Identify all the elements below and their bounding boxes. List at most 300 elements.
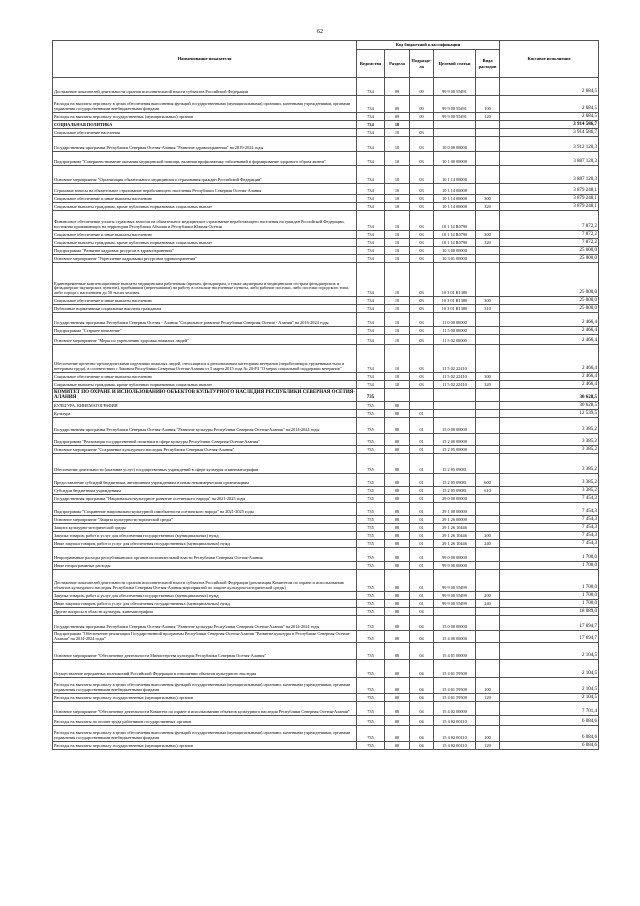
row-name: Подпрограмма "Сохранение национально-культурной самобытности осетинского народа" на 2021-2025 годы	[53, 503, 357, 516]
row-pr: 01	[410, 570, 434, 592]
row-name: Социальное обеспечение и иные выплаты населению	[53, 195, 357, 203]
row-cs: 29 1 26 10446	[434, 540, 476, 548]
row-name: Субсидии бюджетным учреждениям	[53, 487, 357, 495]
row-razd: 10	[385, 211, 410, 231]
row-cs: 10 1 14 R0790	[434, 211, 476, 231]
row-sum: 6 084,6	[500, 742, 599, 750]
row-vr: 240	[476, 600, 500, 608]
row-sum: 2 104,5	[500, 678, 599, 694]
table-row	[53, 305, 599, 313]
row-vr	[476, 255, 500, 263]
row-vr	[476, 402, 500, 410]
row-name: Достижение показателей деятельности органов исполнительной власти субъектов Российской Федерации	[53, 78, 357, 96]
row-cs: 11 5 02 00000	[434, 335, 476, 345]
row-cs: 99 9 00 00000	[434, 562, 476, 570]
row-sum: 3 887 120,3	[500, 152, 599, 166]
row-cs	[434, 129, 476, 137]
row-vr	[476, 327, 500, 335]
row-vr	[476, 446, 500, 454]
row-sum: 12 539,5	[500, 410, 599, 418]
table-row	[53, 345, 599, 373]
row-razd: 10	[385, 247, 410, 255]
row-vr	[476, 166, 500, 184]
row-ved: 735	[357, 410, 385, 418]
row-ved: 734	[357, 313, 385, 327]
row-pr: 01	[410, 548, 434, 562]
row-name: Финансовое обеспечение уплаты страховых взносов на обязательное медицинское страхование неработающего населения на граждан Российской Федерации, постоянно проживающих на территории Республики Абхазия и Республики Южная Осетия	[53, 211, 357, 231]
table-row	[53, 203, 599, 211]
row-pr: 03	[410, 247, 434, 255]
row-sum: 3 385,2	[500, 434, 599, 446]
row-razd: 08	[385, 660, 410, 678]
row-vr	[476, 345, 500, 373]
row-vr	[476, 389, 500, 402]
table-row	[53, 716, 599, 726]
row-pr: 03	[410, 313, 434, 327]
row-name: СОЦИАЛЬНАЯ ПОЛИТИКА	[53, 121, 357, 129]
table-row	[53, 389, 599, 402]
row-pr: 01	[410, 495, 434, 503]
row-ved: 734	[357, 152, 385, 166]
row-pr: 03	[410, 239, 434, 247]
row-name: Социальное обеспечение населения	[53, 129, 357, 137]
row-sum: 3 914 586,7	[500, 121, 599, 129]
row-vr	[476, 247, 500, 255]
row-cs: 29 1 00 00000	[434, 503, 476, 516]
row-sum: 7 872,2	[500, 211, 599, 231]
row-vr	[476, 503, 500, 516]
row-sum: 25 000,0	[500, 305, 599, 313]
row-cs: 10 3 01 R1380	[434, 305, 476, 313]
row-cs: 29 1 26 10446	[434, 532, 476, 540]
row-name: Основное мероприятие "Укрепление кадровыми ресурсами здравоохранения"	[53, 255, 357, 263]
row-pr: 03	[410, 211, 434, 231]
row-ved: 735	[357, 434, 385, 446]
row-sum: 2 466,4	[500, 381, 599, 389]
row-sum: 2 104,5	[500, 643, 599, 660]
row-cs: 11 0 00 00000	[434, 313, 476, 327]
table-row	[53, 255, 599, 263]
row-cs: 11 5 02 22410	[434, 345, 476, 373]
row-cs: 99 9 00 55499	[434, 592, 476, 600]
row-cs: 10 3 01 R1380	[434, 263, 476, 297]
row-sum: 7 454,3	[500, 524, 599, 532]
row-sum: 3 385,2	[500, 454, 599, 474]
row-pr: 03	[410, 327, 434, 335]
row-razd: 10	[385, 335, 410, 345]
table-row	[53, 152, 599, 166]
row-cs: 29 0 00 00000	[434, 495, 476, 503]
row-ved: 735	[357, 516, 385, 524]
table-row	[53, 643, 599, 660]
row-vr: 200	[476, 592, 500, 600]
row-pr: 04	[410, 726, 434, 742]
row-vr: 320	[476, 239, 500, 247]
row-ved: 734	[357, 78, 385, 96]
row-ved: 735	[357, 570, 385, 592]
row-razd: 08	[385, 694, 410, 702]
row-pr: 03	[410, 152, 434, 166]
table-row	[53, 532, 599, 540]
row-ved: 734	[357, 166, 385, 184]
table-row	[53, 335, 599, 345]
row-pr: 03	[410, 373, 434, 381]
row-name: Подпрограмма "Развитие кадровых ресурсов в здравоохранении"	[53, 247, 357, 255]
row-vr	[476, 570, 500, 592]
table-row	[53, 239, 599, 247]
table-row	[53, 113, 599, 121]
row-razd: 10	[385, 381, 410, 389]
row-razd: 08	[385, 540, 410, 548]
row-ved: 734	[357, 327, 385, 335]
table-row	[53, 487, 599, 495]
row-ved: 734	[357, 345, 385, 373]
row-ved: 735	[357, 503, 385, 516]
row-name: Расходы на выплаты персоналу в целях обеспечения выполнения функций государственными (муниципальными) органами, казенными учреждениями, органами управления государственными внебюджетными фондами	[53, 96, 357, 113]
row-ved: 735	[357, 643, 385, 660]
row-razd	[385, 389, 410, 402]
row-vr	[476, 184, 500, 195]
row-cs: 15 4 02 00110	[434, 742, 476, 750]
row-pr: 01	[410, 474, 434, 487]
row-vr: 300	[476, 373, 500, 381]
row-razd: 10	[385, 297, 410, 305]
row-ved: 734	[357, 113, 385, 121]
row-ved: 735	[357, 524, 385, 532]
table-row	[53, 516, 599, 524]
row-name: Единовременные компенсационные выплаты медицинским работникам (врачам, фельдшерам, а также акушеркам и медицинским сестрам фельдшерских и фельдшерско-акушерских пунктов), прибывшим (переехавшим) на работу в сельские населенные пункты, либо рабочие поселки, либо поселки городского типа, либо города с населением до 50 тысяч человек	[53, 263, 357, 297]
row-pr: 03	[410, 255, 434, 263]
row-vr	[476, 313, 500, 327]
row-pr	[410, 121, 434, 129]
row-pr: 04	[410, 694, 434, 702]
row-cs: 10 3 00 00000	[434, 247, 476, 255]
row-sum: 2 104,5	[500, 660, 599, 678]
table-body	[53, 78, 599, 750]
row-sum: 7 454,3	[500, 503, 599, 516]
row-pr: 01	[410, 562, 434, 570]
row-razd: 08	[385, 410, 410, 418]
row-razd: 08	[385, 524, 410, 532]
row-pr: 01	[410, 446, 434, 454]
header-col-vr: Вида расходов	[476, 50, 500, 78]
row-name: Подпрограмма "Совершенствование оказания медицинской помощи, включая профилактику заболеваний и формирование здорового образа жизни"	[53, 152, 357, 166]
row-pr: 03	[410, 297, 434, 305]
row-name: Государственная программа Республики Северная Осетия - Алания "Социальное развитие Республики Северная Осетия - Алания" на 2016-2024 годы	[53, 313, 357, 327]
row-vr: 100	[476, 96, 500, 113]
row-pr: 04	[410, 660, 434, 678]
table-row	[53, 742, 599, 750]
row-vr: 300	[476, 297, 500, 305]
row-ved: 735	[357, 446, 385, 454]
budget-table	[52, 40, 599, 750]
row-ved: 735	[357, 716, 385, 726]
row-pr: 09	[410, 78, 434, 96]
row-razd: 10	[385, 166, 410, 184]
table-row	[53, 313, 599, 327]
row-vr: 120	[476, 113, 500, 121]
table-row	[53, 592, 599, 600]
row-name: Государственная программа Республики Северная Осетия-Алания "Развитие здравоохранения" на 2019-2024 годы	[53, 137, 357, 152]
table-row	[53, 434, 599, 446]
row-vr: 610	[476, 487, 500, 495]
row-razd: 08	[385, 570, 410, 592]
row-pr: 01	[410, 487, 434, 495]
row-pr: 03	[410, 203, 434, 211]
row-vr	[476, 716, 500, 726]
row-ved: 734	[357, 203, 385, 211]
row-cs	[434, 389, 476, 402]
row-vr	[476, 660, 500, 678]
row-vr	[476, 608, 500, 616]
row-vr	[476, 152, 500, 166]
row-cs: 29 1 26 00000	[434, 516, 476, 524]
row-sum: 7 454,3	[500, 540, 599, 548]
row-ved: 734	[357, 231, 385, 239]
table-row	[53, 600, 599, 608]
row-vr	[476, 121, 500, 129]
row-name: Публичные нормативные социальные выплаты гражданам	[53, 305, 357, 313]
header-col-ved: Ведомства	[357, 50, 385, 78]
row-pr: 01	[410, 592, 434, 600]
row-pr: 01	[410, 600, 434, 608]
row-vr	[476, 137, 500, 152]
row-name: КОМИТЕТ ПО ОХРАНЕ И ИСПОЛЬЗОВАНИЮ ОБЪЕКТОВ КУЛЬТУРНОГО НАСЛЕДИЯ РЕСПУБЛИКИ СЕВЕРНАЯ ОСЕТИЯ-АЛАНИЯ	[54, 389, 356, 401]
row-sum: 30 628,5	[500, 402, 599, 410]
row-ved: 735	[357, 631, 385, 643]
row-vr: 300	[476, 231, 500, 239]
table-row	[53, 96, 599, 113]
row-name: Основное мероприятие "Защита культурно-исторической среды"	[53, 516, 357, 524]
row-name: Закупка товаров, работ и услуг для обеспечения государственных (муниципальных) нужд	[53, 532, 357, 540]
row-cs: 10 0 00 00000	[434, 137, 476, 152]
table-row	[53, 570, 599, 592]
row-razd: 08	[385, 454, 410, 474]
row-ved: 734	[357, 137, 385, 152]
row-name: Государственная программа Республики Северная Осетия-Алания "Развитие культуры Республики Северная Осетия-Алания" на 2014-2024 годы	[53, 418, 357, 434]
row-name: Подпрограмма "Обеспечение реализации Государственной программы Республики Северная Осетия-Алания "Развитие культуры в Республике Северная Осетия-Алания" на 2014-2024 годы"	[53, 631, 357, 643]
row-pr: 03	[410, 381, 434, 389]
row-razd: 10	[385, 255, 410, 263]
row-cs: 15 2 05 09081	[434, 454, 476, 474]
row-pr: 04	[410, 643, 434, 660]
row-razd: 10	[385, 203, 410, 211]
row-name: Защита культурно-исторической среды	[53, 524, 357, 532]
table-row	[53, 562, 599, 570]
row-sum: 3 879 248,1	[500, 184, 599, 195]
row-razd: 08	[385, 446, 410, 454]
table-row	[53, 548, 599, 562]
header-result: Кассовое исполнение	[500, 41, 599, 78]
row-name: Иные закупки товаров, работ и услуг для обеспечения государственных (муниципальных) нужд	[53, 600, 357, 608]
row-ved: 734	[357, 195, 385, 203]
row-ved: 735	[357, 532, 385, 540]
row-sum: 7 454,3	[500, 516, 599, 524]
table-row	[53, 418, 599, 434]
row-sum: 3 385,2	[500, 487, 599, 495]
row-razd: 08	[385, 716, 410, 726]
row-pr: 01	[410, 503, 434, 516]
row-cs: 10 1 14 00008	[434, 203, 476, 211]
row-sum: 2 684,5	[500, 96, 599, 113]
header-classification: Код бюджетной классификации	[357, 41, 500, 50]
row-pr: 01	[410, 434, 434, 446]
row-name: Иные непрограммные расходы	[53, 562, 357, 570]
row-razd: 08	[385, 678, 410, 694]
row-razd: 08	[385, 616, 410, 631]
row-name: Обеспечение протезно-ортопедическими изделиями пожилых людей, относящихся к региональным категориям ветеранов (неработающих труженикам тыла и ветеранам труда), в соответствии с Законом Республики Северная Осетия-Алания от 5 марта 2015 года № 20-РЗ "О мерах социальной поддержки ветеранов"	[53, 345, 357, 373]
table-row	[53, 616, 599, 631]
row-vr	[476, 434, 500, 446]
table-row	[53, 166, 599, 184]
row-ved: 734	[357, 297, 385, 305]
row-sum: 3 912 120,3	[500, 137, 599, 152]
row-vr	[476, 410, 500, 418]
row-sum: 2 684,5	[500, 113, 599, 121]
row-vr	[476, 418, 500, 434]
row-razd: 08	[385, 742, 410, 750]
row-cs: 15 2 05 00000	[434, 446, 476, 454]
row-razd: 10	[385, 305, 410, 313]
table-row	[53, 78, 599, 96]
table-row	[53, 503, 599, 516]
table-row	[53, 702, 599, 716]
row-ved: 735	[357, 702, 385, 716]
row-name: Страховые взносы на обязательное страхование неработающего населения Республики Северная Осетия-Алания	[53, 184, 357, 195]
row-ved: 735	[357, 418, 385, 434]
row-ved: 735	[357, 562, 385, 570]
row-name: Расходы на выплаты персоналу государственных (муниципальных) органов	[53, 742, 357, 750]
row-cs: 10 1 00 00000	[434, 152, 476, 166]
row-razd: 10	[385, 263, 410, 297]
table-row	[53, 129, 599, 137]
row-sum: 2 466,4	[500, 313, 599, 327]
row-pr: 03	[410, 137, 434, 152]
row-name: Расходы на выплаты персоналу государственных (муниципальных) органов	[53, 113, 357, 121]
row-sum: 30 628,5	[500, 389, 599, 402]
row-name: Основное мероприятие "Сохранение культурного наследия Республики Северная Осетия-Алания"	[53, 446, 357, 454]
table-row	[53, 660, 599, 678]
row-sum: 7 701,4	[500, 702, 599, 716]
row-name: Основное мероприятие "Обеспечение деятельности Министерства культуры Республики Северная Осетия-Алания"	[53, 643, 357, 660]
row-cs: 29 1 26 10446	[434, 524, 476, 532]
row-pr: 03	[410, 184, 434, 195]
row-sum: 1 700,0	[500, 548, 599, 562]
row-ved: 734	[357, 247, 385, 255]
row-pr: 01	[410, 516, 434, 524]
row-pr: 03	[410, 129, 434, 137]
row-sum: 3 385,2	[500, 446, 599, 454]
row-name: Социальные выплаты гражданам, кроме публичных нормативных социальных выплат	[53, 203, 357, 211]
row-pr: 03	[410, 305, 434, 313]
row-name: Культура	[53, 410, 357, 418]
row-ved: 735	[357, 402, 385, 410]
table-row	[53, 694, 599, 702]
row-sum: 25 000,0	[500, 263, 599, 297]
row-sum: 1 700,0	[500, 592, 599, 600]
row-pr: 03	[410, 195, 434, 203]
table-row	[53, 495, 599, 503]
row-vr	[476, 524, 500, 532]
table-row	[53, 410, 599, 418]
row-cs: 15 4 01 59500	[434, 678, 476, 694]
row-cs: 10 1 14 00008	[434, 184, 476, 195]
row-name: Социальные выплаты гражданам, кроме публичных нормативных социальных выплат	[53, 239, 357, 247]
row-razd: 09	[385, 78, 410, 96]
row-name: Основное мероприятие "Организация обязательного медицинского страхования граждан Российской Федерации"	[53, 166, 357, 184]
row-ved: 735	[357, 389, 385, 402]
row-cs: 99 9 00 55491	[434, 96, 476, 113]
row-razd: 10	[385, 137, 410, 152]
row-cs: 10 1 14 R0790	[434, 231, 476, 239]
row-name: Социальные выплаты гражданам, кроме публичных нормативных социальных выплат	[53, 381, 357, 389]
row-pr: 01	[410, 454, 434, 474]
row-ved: 735	[357, 726, 385, 742]
row-razd: 10	[385, 121, 410, 129]
row-sum: 2 104,5	[500, 694, 599, 702]
row-vr	[476, 562, 500, 570]
row-name: Социальное обеспечение и иные выплаты населению	[53, 231, 357, 239]
page-number: 62	[317, 29, 323, 35]
row-vr: 300	[476, 195, 500, 203]
row-ved: 734	[357, 211, 385, 231]
row-sum: 25 000,0	[500, 247, 599, 255]
row-cs: 15 2 05 09081	[434, 474, 476, 487]
row-ved: 735	[357, 540, 385, 548]
row-name: Подпрограмма "Старшее поколение"	[53, 327, 357, 335]
row-ved: 735	[357, 600, 385, 608]
row-name: Иные закупки товаров, работ и услуг для обеспечения государственных (муниципальных) нужд	[53, 540, 357, 548]
row-sum: 1 700,0	[500, 600, 599, 608]
row-name: Социальное обеспечение и иные выплаты населению	[53, 373, 357, 381]
row-razd: 08	[385, 631, 410, 643]
row-vr: 600	[476, 474, 500, 487]
row-pr: 04	[410, 702, 434, 716]
row-razd: 08	[385, 600, 410, 608]
row-ved: 734	[357, 263, 385, 297]
row-name: Осуществление переданных полномочий Российской Федерации в отношении объектов культурного наследия	[53, 660, 357, 678]
row-cs: 10 1 14 00008	[434, 195, 476, 203]
table-row	[53, 231, 599, 239]
row-name: Предоставление субсидий бюджетным, автономным учреждениям и иным некоммерческим организациям	[53, 474, 357, 487]
row-razd: 08	[385, 726, 410, 742]
row-name: Достижение показателей деятельности органов исполнительной власти субъектов Российской Федерации (реализация Комитетом по охране и использованию объектов культурного наследия Республики Северная Осетия-Алания мероприятий по защите культурно-исторической среды)	[53, 570, 357, 592]
row-razd: 08	[385, 474, 410, 487]
table-row	[53, 297, 599, 305]
row-name: Расходы на выплаты персоналу в целях обеспечения выполнения функций государственными (муниципальными) органами, казенными учреждениями, органами управления государственными внебюджетными фондами	[53, 726, 357, 742]
row-razd: 10	[385, 195, 410, 203]
row-sum: 7 872,2	[500, 231, 599, 239]
row-vr	[476, 454, 500, 474]
row-name: Государственная программа "Национально-культурное развитие осетинского народа" на 2021-2025 годы	[53, 495, 357, 503]
row-ved: 735	[357, 495, 385, 503]
row-cs: 99 0 00 00000	[434, 548, 476, 562]
row-cs: 15 2 05 09081	[434, 487, 476, 495]
row-ved: 735	[357, 660, 385, 678]
row-vr	[476, 335, 500, 345]
row-vr	[476, 631, 500, 643]
row-ved: 734	[357, 381, 385, 389]
row-cs: 10 1 14 R0790	[434, 239, 476, 247]
table-row	[53, 446, 599, 454]
row-vr	[476, 516, 500, 524]
row-name: Обеспечение деятельности (оказание услуг) государственных учреждений в сфере культуры и кинематографии	[53, 454, 357, 474]
table-row	[53, 454, 599, 474]
row-pr: 04	[410, 608, 434, 616]
row-sum: 3 914 586,7	[500, 129, 599, 137]
row-vr	[476, 495, 500, 503]
row-pr: 04	[410, 716, 434, 726]
